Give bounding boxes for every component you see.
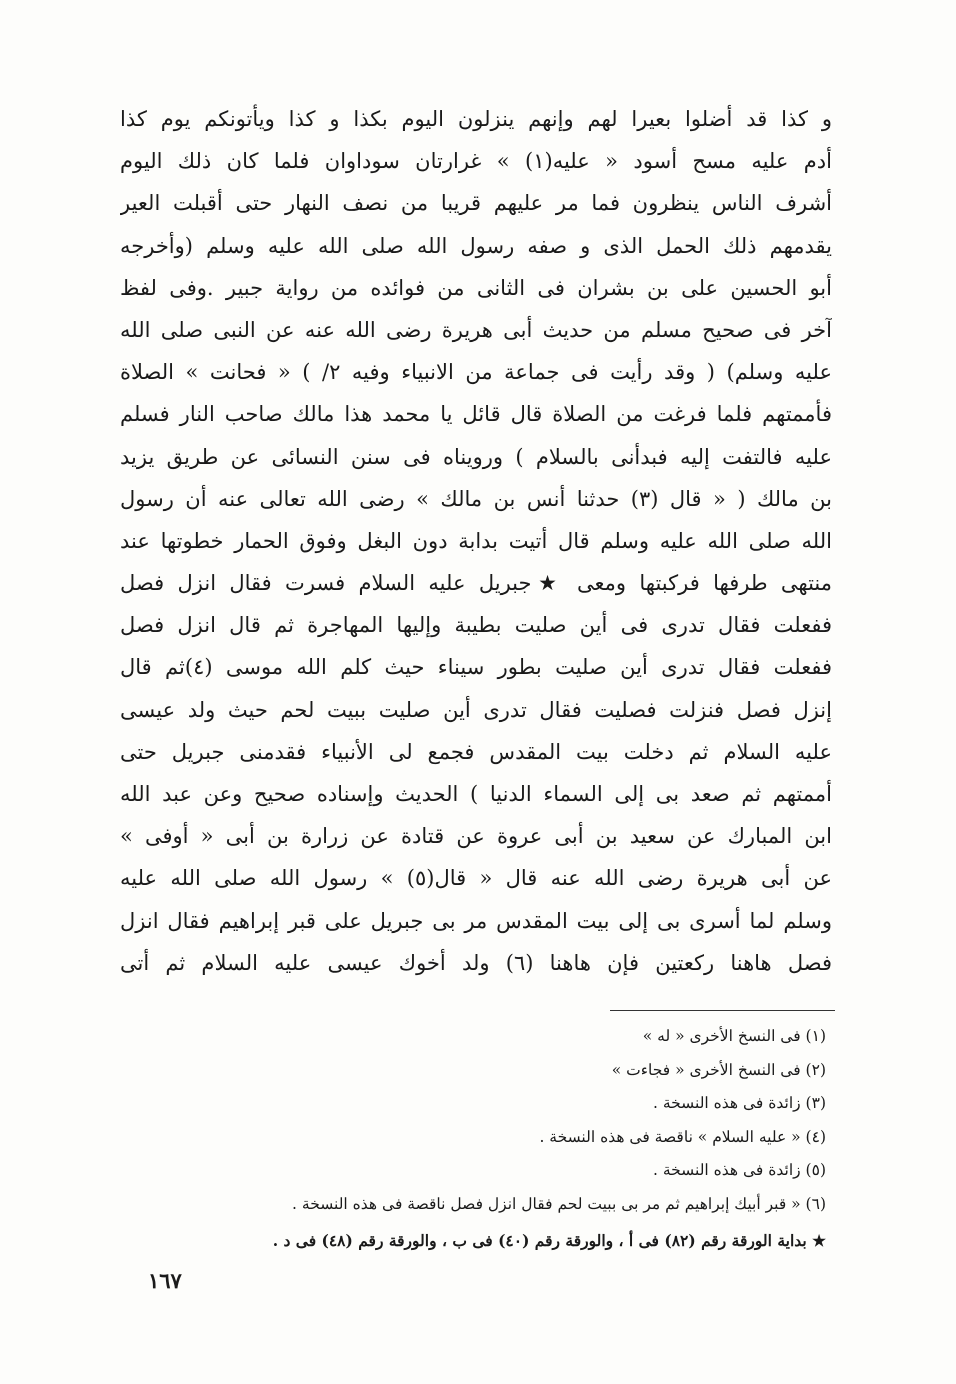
- footnote: (١) فى النسخ الأخرى « له »: [642, 1027, 826, 1045]
- text-line: منتهى طرفها فركبتها ومعى ★جبريل عليه السلام فسرت فقال انزل فصل: [120, 571, 832, 596]
- text-line: و كذا قد أضلوا بعيرا لهم وإنهم ينزلون اليوم بكذا و كذا ويأتونكم يوم كذا: [120, 107, 832, 131]
- text-line: أشرف الناس ينظرون فما مر عليهم قريبا من نصف النهار حتى أقبلت العير: [120, 191, 832, 216]
- text-line: أبو الحسين على بن بشران فى الثانى من فوائده من رواية جبير .وفى لفظ: [120, 275, 832, 300]
- text-line: فصل هاهنا ركعتين فإن هاهنا (٦) ولد أخوك عيسى عليه السلام ثم أتى: [120, 950, 832, 975]
- footnote-separator: [610, 1010, 835, 1012]
- text-line: بن مالك ( « قال (٣) حدثنا أنس بن مالك » رضى الله تعالى عنه أن رسول: [120, 486, 832, 511]
- text-line: فأممتهم فلما فرغت من الصلاة قال قائل يا محمد هذا مالك صاحب النار فسلم: [120, 402, 832, 427]
- text-line: ففعلت فقال تدرى أين صليت بطور سيناء حيث كلم الله موسى (٤)ثم قال: [120, 655, 832, 680]
- text-line: أدم عليه مسح أسود « عليه(١) » غرارتان سوداوان فلما كان ذلك اليوم: [120, 149, 832, 174]
- text-line: يقدمهم ذلك الحمل الذى و صفه رسول الله صلى الله عليه وسلم (وأخرجه: [120, 233, 832, 258]
- footnotes: [120, 1020, 826, 1221]
- footnote: (٦) « قبر أبيك إبراهيم ثم مر بى ببيت لحم فقال انزل فصل ناقصة فى هذه النسخة .: [292, 1194, 826, 1213]
- text-line: ابن المبارك عن سعيد بن أبى عروة عن قتادة عن زرارة بن أبى « أوفى »: [120, 824, 832, 849]
- footnote: (٥) زائدة فى هذه النسخة .: [653, 1161, 826, 1179]
- text-line: عليه وسلم) ( وقد رأيت فى جماعة من الانبياء وفيه ٢/ ) « فحانت » الصلاة: [120, 360, 832, 385]
- text-line: عن أبى هريرة رضى الله عنه قال « قال(٥) » رسول الله صلى الله عليه: [120, 866, 832, 891]
- text-line: ففعلت فقال تدرى فى أين صليت بطيبة وإليها المهاجرة ثم قال انزل فصل: [120, 613, 832, 638]
- text-line: أممتهم ثم صعد بى إلى السماء الدنيا ) الحديث وإسناده صحيح وعن عبد الله: [120, 782, 832, 806]
- text-line: الله صلى الله عليه وسلم قال أتيت بدابة دون البغل وفوق الحمار خطوتها عند: [120, 528, 832, 553]
- main-text-block: [120, 98, 832, 984]
- manuscript-note: ★ بداية الورقة رقم (٨٢) فى أ ، والورقة رقم (٤٠) فى ب ، والورقة رقم (٤٨) فى د .: [272, 1231, 826, 1250]
- text-line: عليه السلام ثم دخلت بيت المقدس فجمع لى الأنبياء فقدمنى جبريل حتى: [120, 739, 832, 764]
- text-line: عليه فالتفت إليه فبدأنى بالسلام ) ورويناه فى سنن النسائى عن طريق يزيد: [120, 444, 832, 469]
- footnote: (٤) « عليه السلام » ناقصة فى هذه النسخة .: [539, 1127, 826, 1146]
- text-line: وسلم لما أسرى بى إلى بيت المقدس مر بى جبريل على قبر إبراهيم فقال انزل: [120, 908, 832, 933]
- text-line: إنزل فصل فنزلت فصليت فقال تدرى أين صليت ببيت لحم حيث ولد عيسى: [120, 697, 832, 722]
- page-number: ١٦٧: [148, 1268, 182, 1293]
- footnote: (٣) زائدة فى هذه النسخة .: [653, 1094, 826, 1112]
- footnote: (٢) فى النسخ الأخرى « فجاءت »: [611, 1060, 826, 1079]
- text-line: آخر فى صحيح مسلم من حديث أبى هريرة رضى الله عنه عن النبى صلى الله: [120, 317, 832, 342]
